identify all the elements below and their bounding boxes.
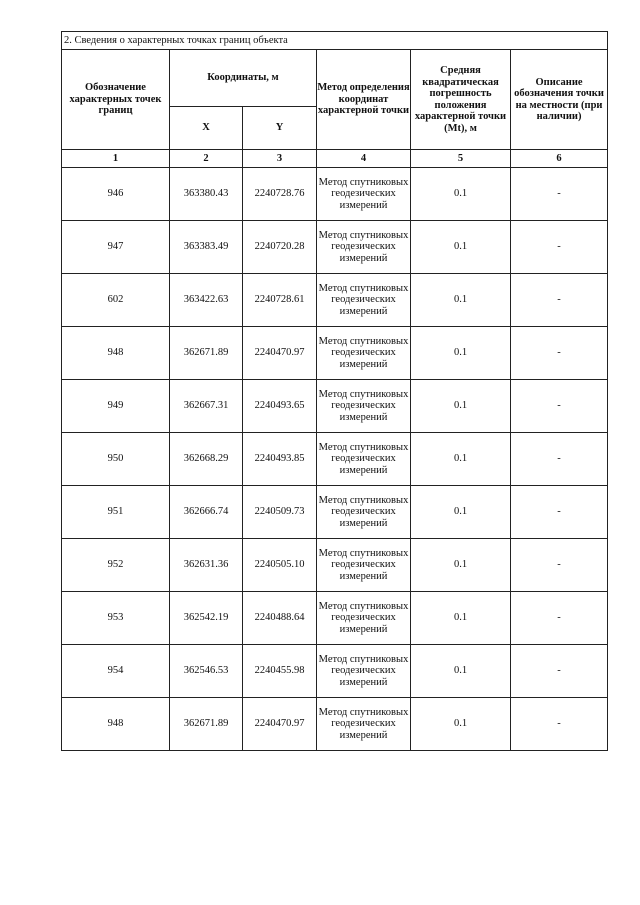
header-description: Описание обозначения точки на местности (при наличии) — [511, 50, 608, 150]
y-coordinate-cell: 2240505.10 — [243, 539, 317, 592]
point-cell: 949 — [62, 380, 170, 433]
point-cell: 951 — [62, 486, 170, 539]
description-cell: - — [511, 433, 608, 486]
description-cell: - — [511, 327, 608, 380]
x-coordinate-cell: 362631.36 — [170, 539, 243, 592]
accuracy-cell: 0.1 — [411, 698, 511, 751]
header-method: Метод определения координат характерной точки — [317, 50, 411, 150]
section-title-row — [62, 32, 608, 50]
document-page — [61, 31, 607, 751]
description-cell: - — [511, 539, 608, 592]
y-coordinate-cell: 2240488.64 — [243, 592, 317, 645]
table-row — [62, 592, 608, 645]
description-cell: - — [511, 168, 608, 221]
table-row — [62, 380, 608, 433]
method-cell: Метод спутниковых геодезических измерений — [317, 486, 411, 539]
point-cell: 946 — [62, 168, 170, 221]
header-coordinates: Координаты, м — [170, 50, 317, 107]
table-row — [62, 168, 608, 221]
method-cell: Метод спутниковых геодезических измерений — [317, 327, 411, 380]
x-coordinate-cell: 362546.53 — [170, 645, 243, 698]
column-number: 1 — [62, 150, 170, 168]
description-cell: - — [511, 592, 608, 645]
accuracy-cell: 0.1 — [411, 380, 511, 433]
table-row — [62, 327, 608, 380]
table-row — [62, 486, 608, 539]
x-coordinate-cell: 362668.29 — [170, 433, 243, 486]
column-number: 5 — [411, 150, 511, 168]
header-row-top — [62, 50, 608, 107]
method-cell: Метод спутниковых геодезических измерений — [317, 380, 411, 433]
x-coordinate-cell: 362542.19 — [170, 592, 243, 645]
y-coordinate-cell: 2240720.28 — [243, 221, 317, 274]
method-cell: Метод спутниковых геодезических измерений — [317, 221, 411, 274]
x-coordinate-cell: 363422.63 — [170, 274, 243, 327]
accuracy-cell: 0.1 — [411, 327, 511, 380]
y-coordinate-cell: 2240470.97 — [243, 327, 317, 380]
point-cell: 947 — [62, 221, 170, 274]
accuracy-cell: 0.1 — [411, 645, 511, 698]
header-accuracy: Средняя квадратическая погрешность положения характерной точки (Mt), м — [411, 50, 511, 150]
method-cell: Метод спутниковых геодезических измерений — [317, 433, 411, 486]
y-coordinate-cell: 2240728.76 — [243, 168, 317, 221]
accuracy-cell: 0.1 — [411, 539, 511, 592]
y-coordinate-cell: 2240470.97 — [243, 698, 317, 751]
table-row — [62, 274, 608, 327]
method-cell: Метод спутниковых геодезических измерений — [317, 592, 411, 645]
y-coordinate-cell: 2240493.65 — [243, 380, 317, 433]
y-coordinate-cell: 2240728.61 — [243, 274, 317, 327]
accuracy-cell: 0.1 — [411, 221, 511, 274]
header-x: X — [170, 107, 243, 150]
column-number: 4 — [317, 150, 411, 168]
column-number: 6 — [511, 150, 608, 168]
column-number: 2 — [170, 150, 243, 168]
description-cell: - — [511, 486, 608, 539]
table-row — [62, 645, 608, 698]
point-cell: 952 — [62, 539, 170, 592]
point-cell: 948 — [62, 698, 170, 751]
x-coordinate-cell: 363383.49 — [170, 221, 243, 274]
table-row — [62, 433, 608, 486]
boundary-points-table — [61, 31, 608, 751]
point-cell: 953 — [62, 592, 170, 645]
x-coordinate-cell: 363380.43 — [170, 168, 243, 221]
x-coordinate-cell: 362671.89 — [170, 327, 243, 380]
description-cell: - — [511, 698, 608, 751]
accuracy-cell: 0.1 — [411, 168, 511, 221]
y-coordinate-cell: 2240493.85 — [243, 433, 317, 486]
point-cell: 950 — [62, 433, 170, 486]
method-cell: Метод спутниковых геодезических измерений — [317, 168, 411, 221]
header-point-designation: Обозначение характерных точек границ — [62, 50, 170, 150]
method-cell: Метод спутниковых геодезических измерений — [317, 274, 411, 327]
x-coordinate-cell: 362667.31 — [170, 380, 243, 433]
description-cell: - — [511, 645, 608, 698]
description-cell: - — [511, 221, 608, 274]
x-coordinate-cell: 362666.74 — [170, 486, 243, 539]
y-coordinate-cell: 2240509.73 — [243, 486, 317, 539]
table-row — [62, 698, 608, 751]
y-coordinate-cell: 2240455.98 — [243, 645, 317, 698]
column-number-row — [62, 150, 608, 168]
method-cell: Метод спутниковых геодезических измерений — [317, 645, 411, 698]
point-cell: 954 — [62, 645, 170, 698]
column-number: 3 — [243, 150, 317, 168]
accuracy-cell: 0.1 — [411, 486, 511, 539]
accuracy-cell: 0.1 — [411, 592, 511, 645]
point-cell: 602 — [62, 274, 170, 327]
table-row — [62, 221, 608, 274]
method-cell: Метод спутниковых геодезических измерений — [317, 698, 411, 751]
method-cell: Метод спутниковых геодезических измерений — [317, 539, 411, 592]
section-title: 2. Сведения о характерных точках границ объекта — [62, 32, 608, 50]
description-cell: - — [511, 380, 608, 433]
description-cell: - — [511, 274, 608, 327]
accuracy-cell: 0.1 — [411, 433, 511, 486]
x-coordinate-cell: 362671.89 — [170, 698, 243, 751]
point-cell: 948 — [62, 327, 170, 380]
header-y: Y — [243, 107, 317, 150]
accuracy-cell: 0.1 — [411, 274, 511, 327]
table-row — [62, 539, 608, 592]
